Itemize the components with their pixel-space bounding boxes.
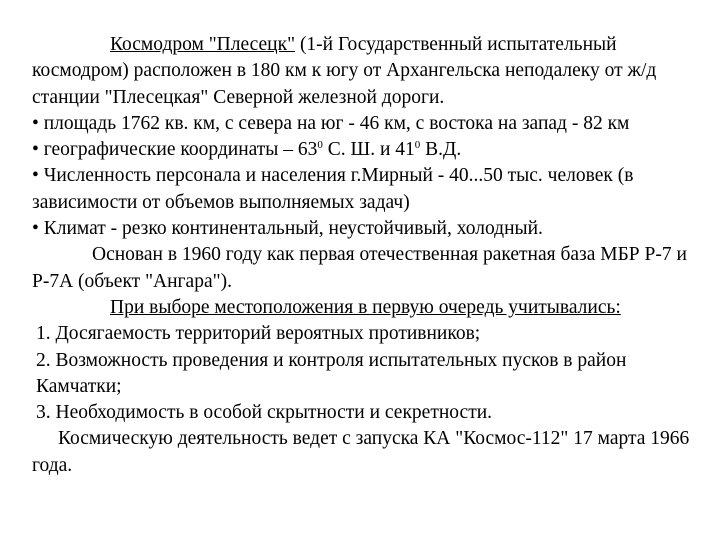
factor-item-2: 2. Возможность проведения и контроля испытательных пусков в район Камчатки; bbox=[36, 349, 627, 397]
space-activity-paragraph: Космическую деятельность ведет с запуска КА "Космос-112" 17 марта 1966 года. bbox=[32, 428, 690, 476]
coords-prefix: • географические координаты – 63 bbox=[32, 139, 318, 161]
bullet-climate: • Климат - резко континентальный, неустойчивый, холодный. bbox=[32, 218, 543, 240]
bullet-population: • Численность персонала и населения г.Мирный - 40...50 тыс. человек (в зависимости от объемов выполняемых задач) bbox=[32, 165, 634, 213]
cosmodrome-title-link[interactable]: Космодром "Плесецк" bbox=[110, 34, 296, 55]
factor-item-3: 3. Необходимость в особой скрытности и секретности. bbox=[36, 402, 493, 424]
choice-heading bbox=[32, 295, 704, 321]
founded-paragraph: Основан в 1960 году как первая отечественная ракетная база МБР Р-7 и Р-7А (объект "Ангара"). bbox=[32, 244, 687, 292]
bullet-area: • площадь 1762 кв. км, с севера на юг - 46 км, с востока на запад - 82 км bbox=[32, 112, 630, 134]
intro-text: (1-й Государственный испытательный космодром) расположен в 180 км к югу от Архангельска неподалеку от ж/д станции "Плесецкая" Северной железной дороги. bbox=[32, 34, 657, 108]
slide-text bbox=[32, 32, 704, 479]
coords-middle: С. Ш. и 41 bbox=[322, 139, 415, 161]
factor-item-1: 1. Досягаемость территорий вероятных противников; bbox=[36, 323, 481, 345]
bullet-coordinates bbox=[32, 137, 704, 163]
lon-degree-sup: 0 bbox=[414, 139, 421, 152]
lat-degree-sup: 0 bbox=[317, 139, 323, 152]
choice-heading-text: При выборе местоположения в первую очередь учитывались: bbox=[110, 296, 621, 318]
intro-paragraph bbox=[32, 32, 704, 111]
coords-suffix: В.Д. bbox=[420, 139, 462, 161]
